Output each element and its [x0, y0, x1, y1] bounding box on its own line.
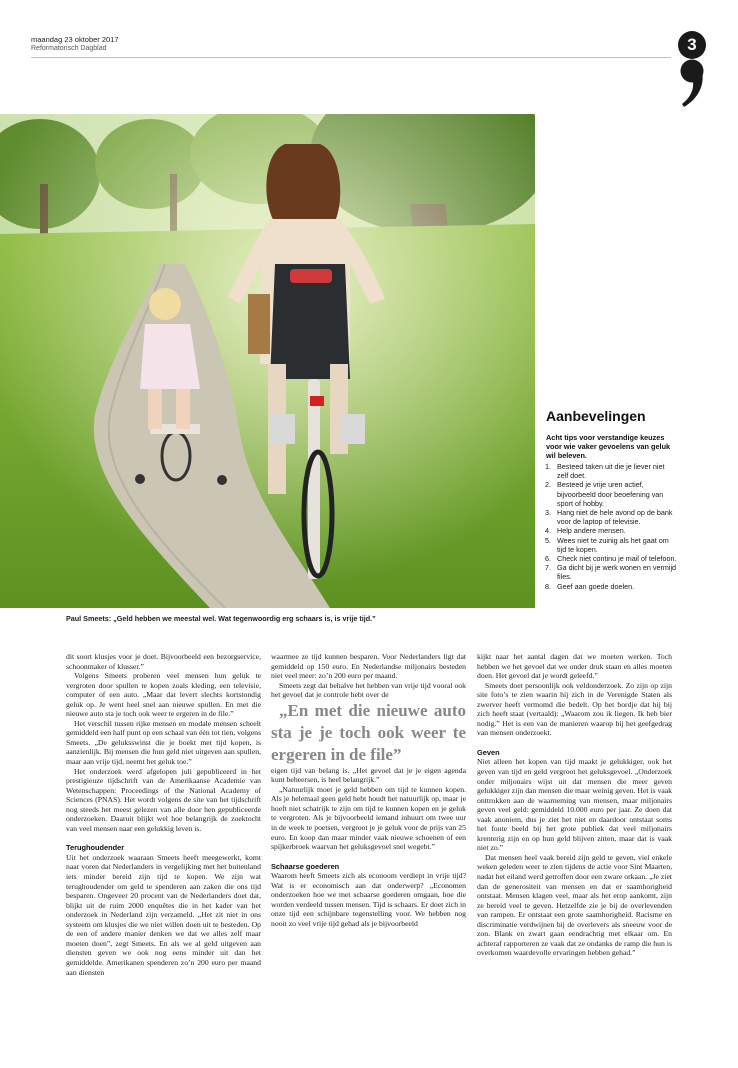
- header-newspaper-name: Reformatorisch Dagblad: [31, 45, 107, 52]
- subheading: Schaarse goederen: [271, 861, 340, 871]
- paragraph: Volgens Smeets proberen veel mensen hun geluk te vergroten door spullen te kopen zoals kleding, een televisie, computer of een auto. „Maar dat levert slechts kortstondig geluk op. Je went heel snel aan nieuwe spullen. En met die nieuwe auto sta je toch ook weer te ergeren in de file.”: [66, 671, 261, 719]
- header-divider: [31, 57, 671, 58]
- paragraph: „Natuurlijk moet je geld hebben om tijd te kunnen kopen. Als je helemaal geen geld hebt houdt het natuurlijk op, maar je hoeft niet schatrijk te zijn om tijd te kunnen kopen en je geluk te vergroten. Als je bijvoorbeeld iemand inhuurt om twee uur in de week te poetsen, vergroot je je geluk voor de prijs van 25 euro. En koop dan maar minder vaak nieuwe schoenen of een spijkerbroek waarvan het geluksgevoel snel wegebt.”: [271, 784, 466, 852]
- list-item: 4. Help andere mensen.: [545, 526, 626, 536]
- paragraph: kijkt naar het aantal dagen dat we moeten werken. Toch hebben we het gevoel dat we onder druk staan en alles moeten doen. Het gevoel dat je wordt geleefd.”: [477, 652, 672, 681]
- sidebar-tips-list: [545, 462, 677, 591]
- paragraph: eigen tijd van belang is. „Het gevoel dat je je eigen agenda kunt beheersen, is heel belangrijk.”: [271, 765, 466, 785]
- list-item: 8. Geef aan goede doelen.: [545, 581, 635, 591]
- paragraph: Smeets doet persoonlijk ook veldonderzoek. Zo zijn op zijn site foto’s te zien waarin hij zich in de Verenigde Staten als zwerver heeft vermomd die bedelt. Op het bordje dat hij bij zich heeft staat (vertaald): „Waarom zou ik liegen. Ik heb bier nodig.” Het is een van de manieren waarop hij het geefgedrag van mensen onderzoekt.: [477, 680, 672, 738]
- header-date: maandag 23 oktober 2017: [31, 35, 119, 44]
- paragraph: Niet alleen het kopen van tijd maakt je gelukkiger, ook het geven van tijd en geld vergroot het geluksgevoel. „Onderzoek onder miljonairs wijst uit dat mensen die meer geven gelukkiger zijn dan mensen die maar weinig geven. Het is vaak onttrokken aan de waarneming van mensen, maar miljonairs geven veel geld: gemiddeld 10.000 euro per jaar. Ze doen dat vaak anoniem, dus je ziet het niet en daardoor ontstaat soms het foute beeld bij het grote publiek dat veel miljonairs krenterig zijn en op hun geld blijven zitten, maar dat is vaak niet zo.”: [477, 757, 672, 853]
- list-item: 6. Check niet continu je mail of telefoon.: [545, 554, 677, 564]
- list-item: 2. Besteed je vrije uren actief, bijvoorbeeld door beoefening van sport of hobby.: [545, 480, 664, 508]
- paragraph: Uit het onderzoek waaraan Smeets heeft meegewerkt, komt naar voren dat Nederlanders in vergelijking met het buitenland iets minder bereid zijn tijd te kopen. We zijn wat terughoudender om geld te spenderen aan zaken die ons tijd besparen. Ongeveer 20 procent van de Nederlanders doet dat, blijkt uit de ruim 2000 enquêtes die in het kader van het onderzoek in Nederland zijn verzameld. „Het zit niet in ons systeem om klusjes die we niet willen doen uit te besteden. Op de een of andere manier denken we dat we alles zelf maar moeten doen”, zegt Smeets. En als we al geld uitgeven aan diensten geven we ook nog eens minder uit dan het gemiddelde. Amerikanen spenderen zo’n 200 euro per maand aan diensten: [66, 852, 261, 977]
- article-column-1: [66, 652, 261, 977]
- sidebar-title: Aanbevelingen: [546, 408, 646, 424]
- article-column-2: [271, 652, 466, 928]
- article-photo: [0, 114, 535, 608]
- list-item: 1. Besteed taken uit die je liever niet zelf doet.: [545, 462, 665, 481]
- pull-quote: „En met die nieuwe auto sta je je toch ook weer te ergeren in de file”: [271, 700, 466, 764]
- paragraph: Waarom heeft Smeets zich als econoom verdiept in vrije tijd? Wat is er economisch aan dat onderwerp? „Economen onderzoeken hoe we met schaarse goederen omgaan, hoe die worden verdeeld tussen mensen. Tijd is schaars. Er doet zich in onze tijd een schijnbare tegenstelling voor. We hebben nog nooit zo veel vrije tijd gehad als je bijvoorbeeld: [271, 871, 466, 928]
- page-number-badge: 3: [678, 31, 706, 59]
- paragraph: dit soort klusjes voor je doet. Bijvoorbeeld een bezorgservice, schoonmaker of klusser.”: [66, 652, 261, 671]
- subheading: Geven: [477, 747, 500, 757]
- paragraph: Smeets zegt dat behalve het hebben van vrije tijd vooral ook het gevoel dat je controle hebt over de: [271, 680, 466, 700]
- article-column-3: [477, 652, 672, 958]
- photo-caption: Paul Smeets: „Geld hebben we meestal wel. Wat tegenwoordig erg schaars is, is vrije tijd.”: [66, 614, 376, 623]
- subheading: Terughoudender: [66, 843, 125, 853]
- paragraph: Het verschil tussen rijke mensen en modale mensen scheelt gemiddeld een half punt op een schaal van één tot tien, volgens Smeets. „De geluksswinst die je boekt met tijd kopen, is aanzienlijk. Bij mensen die hun geld niet uitgeven aan spullen, maar aan vrije tijd, neemt het geluk toe.”: [66, 718, 261, 767]
- sidebar-intro: Acht tips voor verstandige keuzes voor wie vaker gevoelens van geluk wil beleven.: [546, 433, 671, 461]
- paragraph: waarmee ze tijd kunnen besparen. Voor Nederlanders ligt dat gemiddeld op 150 euro. En Nederlandse miljonairs besteden niet veel meer: zo’n 200 euro per maand.: [271, 652, 466, 681]
- comma-logo-icon: [676, 58, 708, 110]
- paragraph: Dat mensen heel vaak bereid zijn geld te geven, viel enkele weken geleden weer te zien tijdens de actie voor Sint Maarten, nadat het eiland werd getroffen door een zware orkaan. „Je ziet dan de generositeit van mensen en dat er saamhorigheid ontstaat. Mensen klagen veel, maar als het erop aankomt, zijn ze bereid veel te geven. Hetzelfde zie je bij de overlevenden van rampen. Er ontstaat een grote saamhorigheid. Racisme en discriminatie verdwijnen bij de overlevers als sneeuw voor de zon. Blank en zwart gaan eendrachtig met elkaar om. En achteraf rapporteren ze vaak dat ze ondanks de ramp die hun is overkomen waardevolle ervaringen hebben gehad.”: [477, 852, 672, 958]
- list-item: 3. Hang niet de hele avond op de bank voor de laptop of televisie.: [545, 508, 673, 527]
- paragraph: Het onderzoek werd afgelopen juli gepubliceerd in het prestigieuze tijdschrift van de Amerikaanse Academie van Wetenschappen: Proceedings of the National Academy of Sciences (PNAS). Het wordt volgens de site van het tijdschrift nog steeds het meest gelezen van alle door hen gepubliceerde onderzoeken. Daaruit blijkt wel hoe belangrijk de zoektocht van veel mensen naar een gelukkig leven is.: [66, 766, 261, 833]
- list-item: 7. Ga dicht bij je werk wonen en vermijd files.: [545, 563, 677, 582]
- list-item: 5. Wees niet te zuinig als het gaat om tijd te kopen.: [545, 535, 669, 554]
